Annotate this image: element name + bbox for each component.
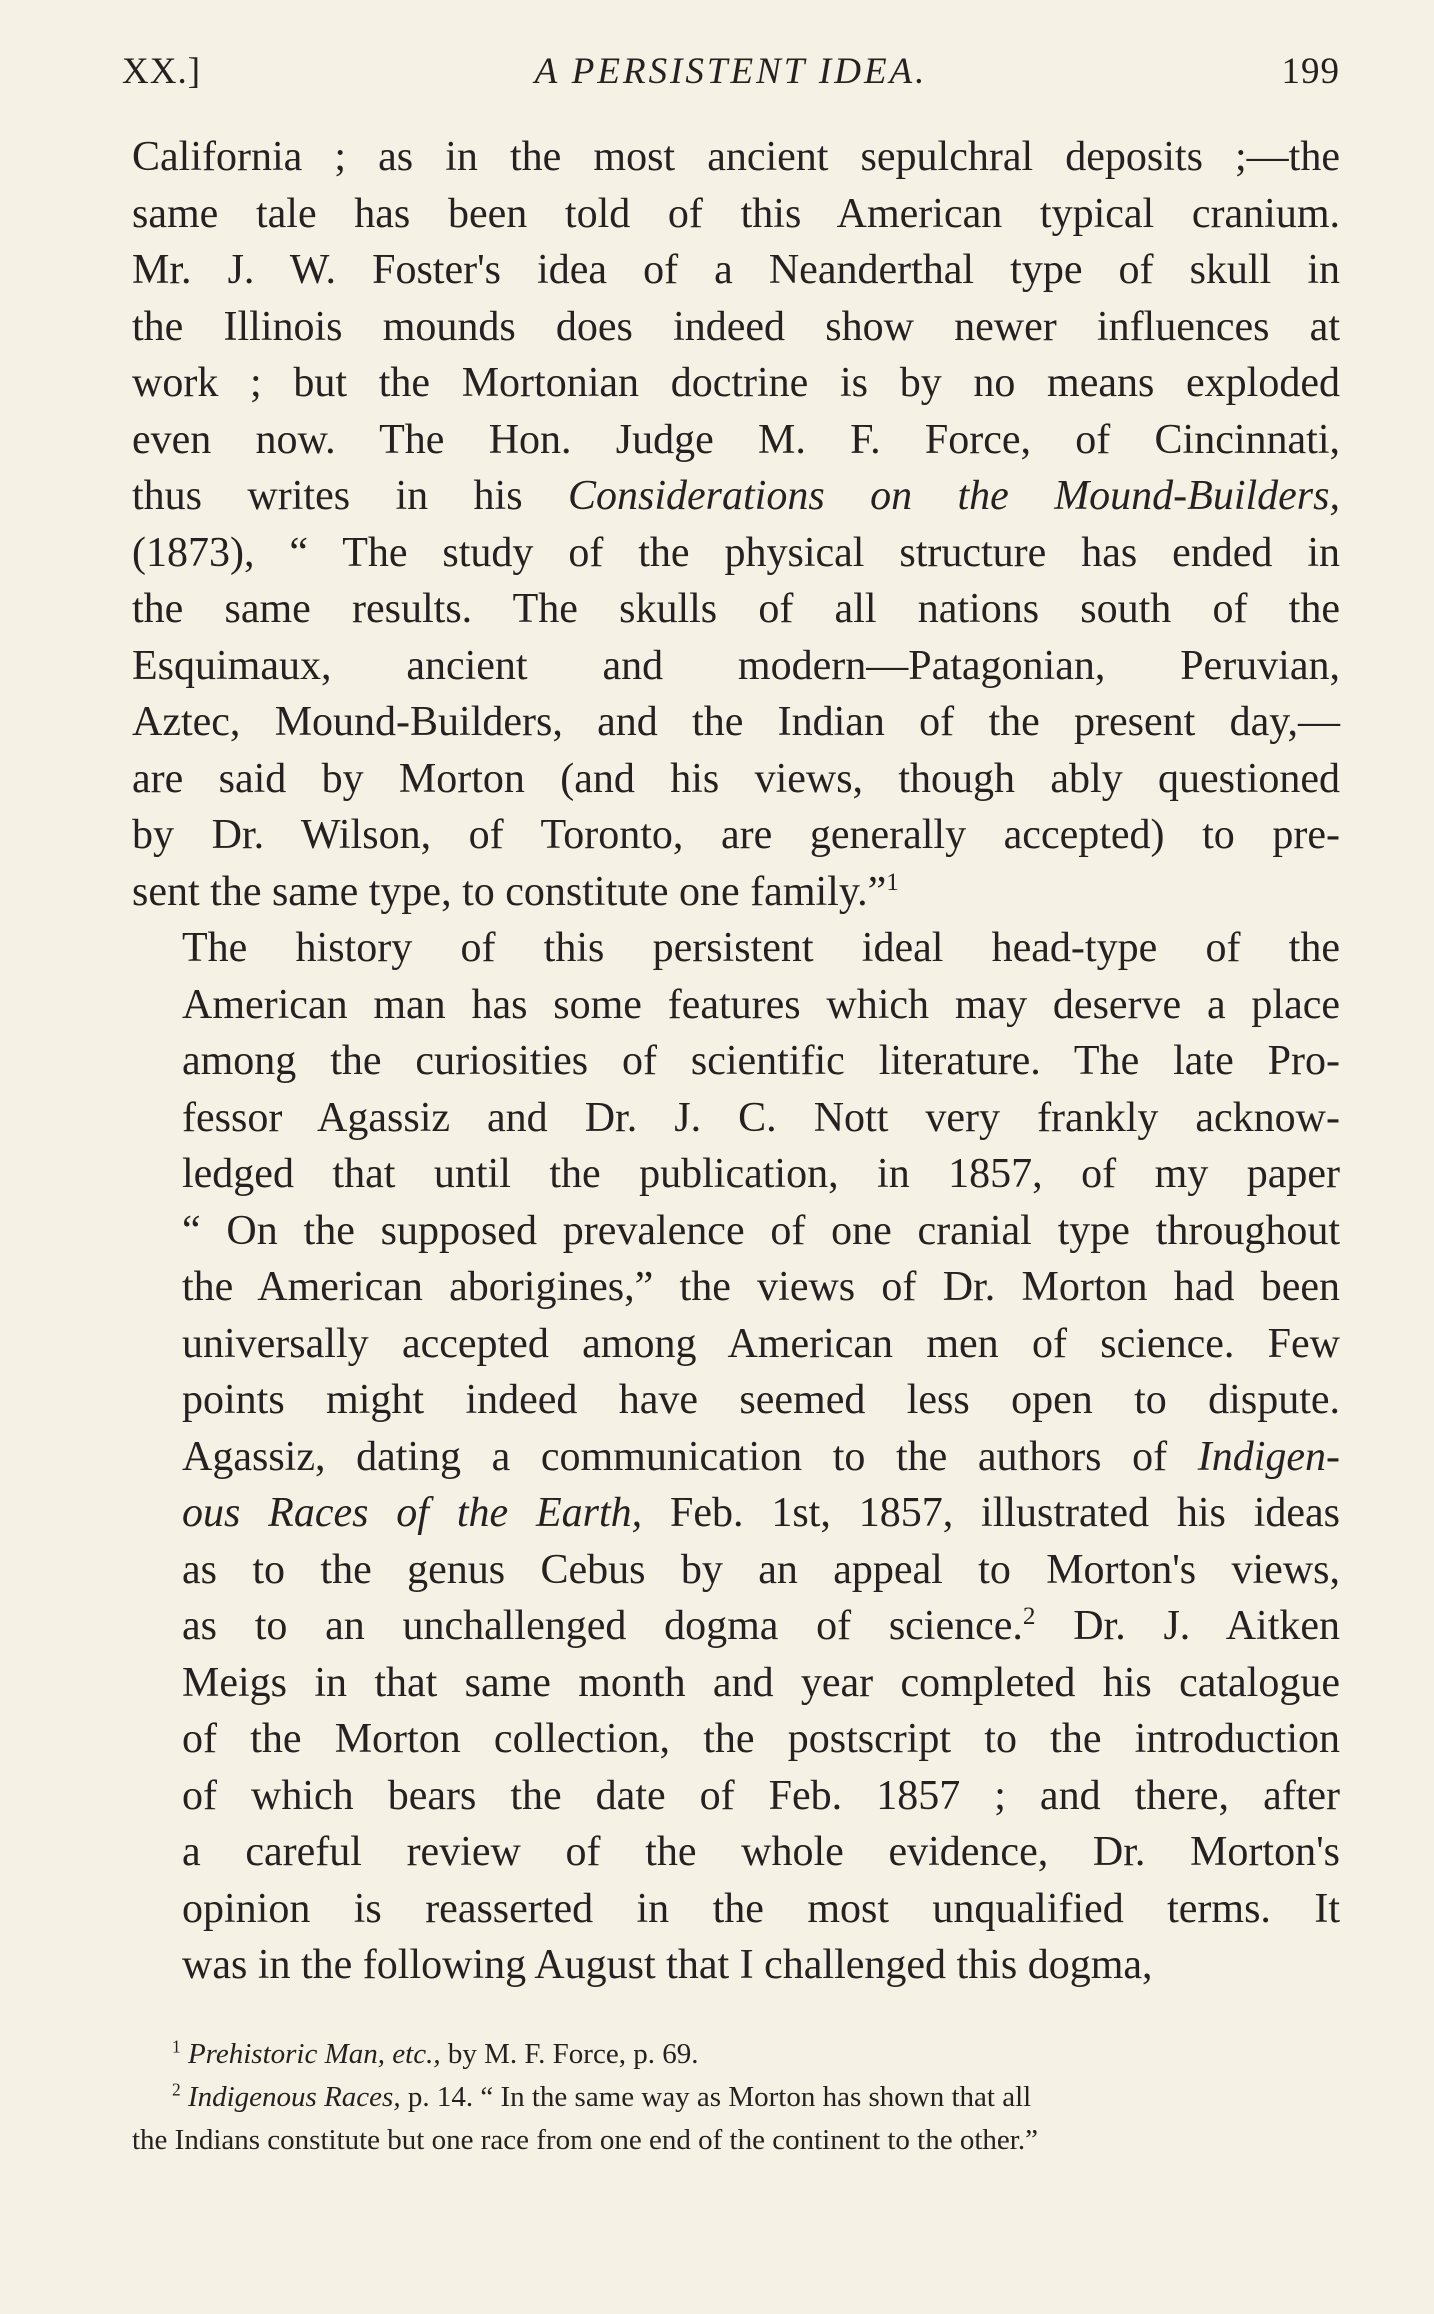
footnote-text: p. 14. “ In the same way as Morton has shown that all — [400, 2081, 1032, 2113]
text-segment: thus writes in his — [132, 473, 568, 519]
text-line: was in the following August that I challenged this dogma, — [182, 1942, 1153, 1988]
text-line: The history of this persistent ideal head-type of the — [182, 925, 1340, 971]
text-segment: Dr. J. Aitken — [1035, 1603, 1340, 1649]
text-segment: Feb. 1st, 1857, illustrated his ideas — [642, 1490, 1340, 1536]
text-segment: Agassiz, dating a communication to the authors of — [182, 1433, 1198, 1480]
text-line — [132, 1598, 1340, 1655]
text-line: same tale has been told of this American typical cranium. — [132, 190, 1340, 237]
text-line: “ On the supposed prevalence of one cranial type throughout — [182, 1207, 1340, 1254]
footnote-2-continued: the Indians constitute but one race from one end of the continent to the other.” — [132, 2124, 1038, 2156]
text-line: opinion is reasserted in the most unqualified terms. It — [182, 1885, 1340, 1932]
body-text — [132, 129, 1340, 1994]
footnote-2 — [132, 2076, 1340, 2119]
footnote-1 — [132, 2033, 1340, 2076]
book-title-indigenous: Indigen- — [1197, 1433, 1340, 1480]
text-line — [132, 468, 1340, 525]
text-line: Mr. J. W. Foster's idea of a Neanderthal type of skull in — [132, 247, 1340, 293]
text-line: work ; but the Mortonian doctrine is by no means exploded — [132, 360, 1340, 406]
text-line: the American aborigines,” the views of Dr. Morton had been — [182, 1264, 1340, 1310]
footnote-text: by M. F. Force, p. 69. — [440, 2038, 699, 2070]
text-line: American man has some features which may deserve a place — [182, 981, 1340, 1028]
footnote-ref-1: 1 — [886, 868, 899, 896]
paragraph-2 — [132, 920, 1340, 1994]
text-line: the Illinois mounds does indeed show newer influences at — [132, 303, 1340, 350]
chapter-marker: XX.] — [122, 51, 202, 92]
text-line: of which bears the date of Feb. 1857 ; and there, after — [182, 1772, 1340, 1819]
text-line: Esquimaux, ancient and modern—Patagonian, Peruvian, — [132, 642, 1340, 689]
text-segment: sent the same type, to constitute one family.” — [132, 868, 887, 915]
text-line: Aztec, Mound-Builders, and the Indian of the present day,— — [132, 699, 1340, 745]
text-line: even now. The Hon. Judge M. F. Force, of Cincinnati, — [132, 416, 1340, 463]
running-title: A PERSISTENT IDEA. — [534, 51, 928, 92]
text-line: ledged that until the publication, in 1857, of my paper — [182, 1151, 1340, 1197]
text-line: the same results. The skulls of all nations south of the — [132, 586, 1340, 632]
text-line — [132, 1485, 1340, 1542]
book-title-considerations: Considerations on the Mound-Builders, — [567, 473, 1340, 519]
text-line: among the curiosities of scientific literature. The late Pro- — [182, 1038, 1340, 1084]
text-line: fessor Agassiz and Dr. J. C. Nott very frankly acknow- — [182, 1094, 1340, 1141]
text-line: by Dr. Wilson, of Toronto, are generally accepted) to pre- — [132, 812, 1340, 858]
text-line — [132, 1429, 1340, 1486]
text-line: universally accepted among American men of science. Few — [182, 1320, 1340, 1367]
text-line: (1873), “ The study of the physical structure has ended in — [132, 529, 1340, 576]
footnotes — [132, 2033, 1340, 2162]
footnote-mark: 1 — [172, 2036, 181, 2057]
footnote-ref-2: 2 — [1022, 1603, 1036, 1630]
text-line: of the Morton collection, the postscript to the introduction — [182, 1716, 1340, 1762]
text-line: California ; as in the most ancient sepulchral deposits ;—the — [132, 134, 1340, 180]
text-line — [132, 864, 1340, 921]
footnote-title: Indigenous Races, — [187, 2081, 401, 2113]
text-line: as to the genus Cebus by an appeal to Morton's views, — [182, 1546, 1340, 1593]
paragraph-1 — [132, 129, 1340, 920]
page-number: 199 — [1281, 51, 1340, 92]
footnote-mark: 2 — [172, 2079, 181, 2100]
text-line: points might indeed have seemed less open to dispute. — [182, 1377, 1340, 1423]
footnote-title: Prehistoric Man, etc., — [187, 2038, 441, 2070]
text-line: a careful review of the whole evidence, Dr. Morton's — [182, 1829, 1340, 1875]
text-segment: as to an unchallenged dogma of science. — [182, 1603, 1023, 1649]
text-line: Meigs in that same month and year completed his catalogue — [182, 1659, 1340, 1706]
text-line: are said by Morton (and his views, though ably questioned — [132, 755, 1340, 802]
running-header — [122, 44, 1340, 100]
book-title-indigenous-cont: ous Races of the Earth, — [182, 1490, 643, 1536]
